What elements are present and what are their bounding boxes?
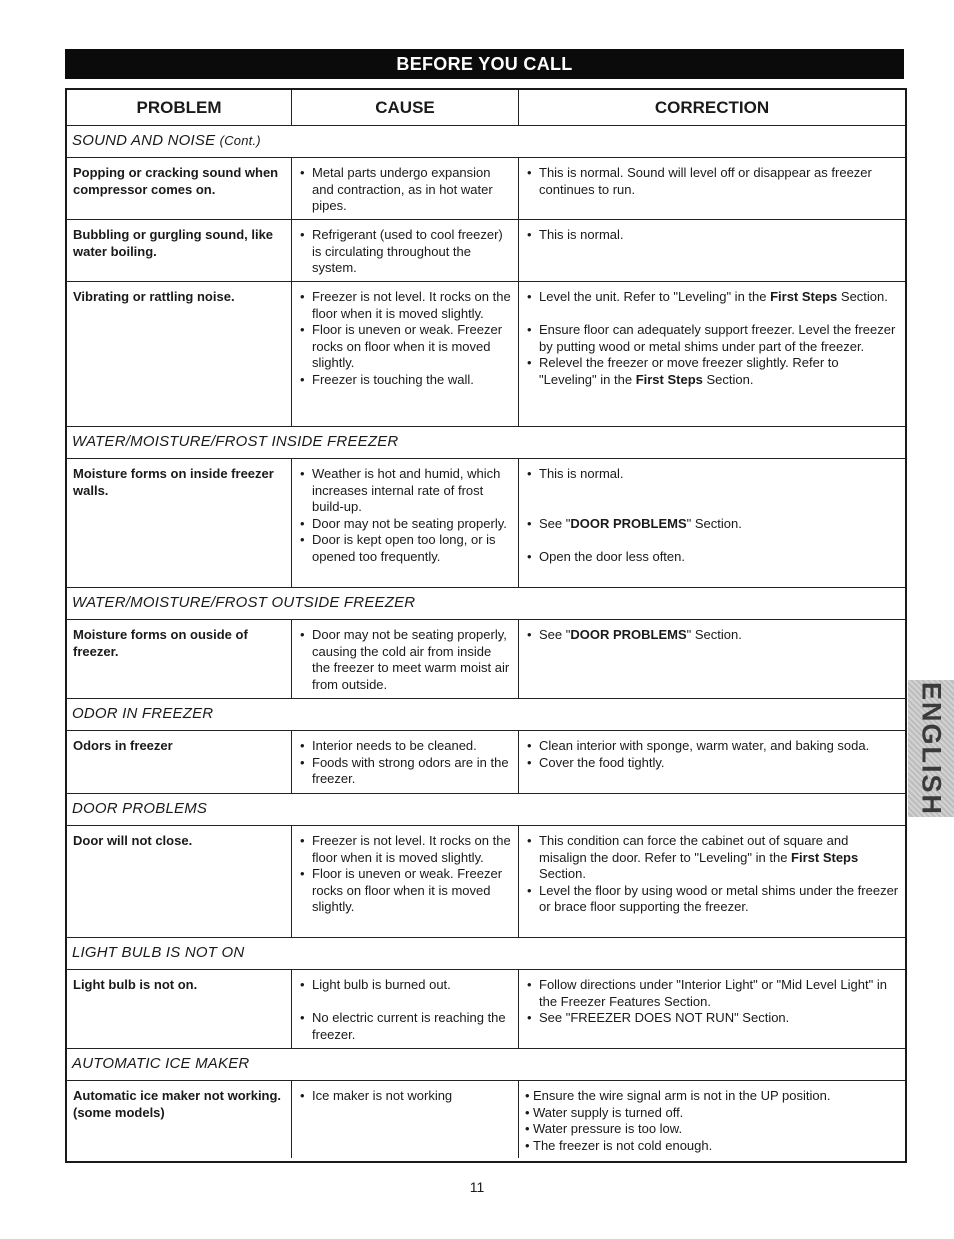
correction-cell bbox=[519, 459, 905, 588]
correction-item: • Ensure floor can adequately support freezer. Level the freezer by putting wood or metal shims under part of the freezer. bbox=[525, 322, 899, 355]
correction-item: • Relevel the freezer or move freezer slightly. Refer to "Leveling" in the First Steps Section. bbox=[525, 355, 899, 388]
cause-item: • Door may not be seating properly. bbox=[298, 516, 512, 533]
cause-item: • Metal parts undergo expansion and contraction, as in hot water pipes. bbox=[298, 165, 512, 215]
problem-column-header: PROBLEM bbox=[67, 90, 292, 126]
table-row bbox=[67, 282, 905, 427]
side-tab-label: ENGLISH bbox=[916, 681, 947, 816]
section-water-outside bbox=[67, 588, 905, 620]
correction-item: • See "DOOR PROBLEMS" Section. bbox=[525, 516, 899, 533]
correction-cell bbox=[519, 731, 905, 794]
correction-item: • Follow directions under "Interior Light" or "Mid Level Light" in the Freezer Features Section. bbox=[525, 977, 899, 1010]
problem-cell: Moisture forms on inside freezer walls. bbox=[67, 459, 292, 588]
cause-cell bbox=[292, 970, 519, 1049]
table-row bbox=[67, 1081, 905, 1157]
correction-cell bbox=[519, 620, 905, 699]
problem-cell: Vibrating or rattling noise. bbox=[67, 282, 292, 427]
language-side-tab bbox=[908, 680, 954, 817]
correction-cell bbox=[519, 282, 905, 427]
cause-item: • Ice maker is not working bbox=[298, 1088, 512, 1105]
table-row bbox=[67, 826, 905, 938]
cause-item: • Light bulb is burned out. bbox=[298, 977, 512, 994]
correction-item: • See "DOOR PROBLEMS" Section. bbox=[525, 627, 899, 644]
problem-cell: Bubbling or gurgling sound, like water boiling. bbox=[67, 220, 292, 282]
correction-cell bbox=[519, 826, 905, 938]
section-sound-and-noise bbox=[67, 126, 905, 158]
troubleshooting-table bbox=[65, 88, 907, 1163]
table-row bbox=[67, 220, 905, 282]
section-title: AUTOMATIC ICE MAKER bbox=[72, 1055, 250, 1072]
problem-cell: Automatic ice maker not working. (some models) bbox=[67, 1081, 292, 1158]
cause-item: • Foods with strong odors are in the freezer. bbox=[298, 755, 512, 788]
correction-item: • See "FREEZER DOES NOT RUN" Section. bbox=[525, 1010, 899, 1027]
section-title: WATER/MOISTURE/FROST INSIDE FREEZER bbox=[72, 433, 399, 450]
correction-item: • Level the floor by using wood or metal shims under the freezer or brace floor supporting the freezer. bbox=[525, 883, 899, 916]
section-continued-note: (Cont.) bbox=[219, 133, 261, 148]
correction-item: • This condition can force the cabinet out of square and misalign the door. Refer to "Leveling" in the First Steps Section. bbox=[525, 833, 899, 883]
cause-item: • Refrigerant (used to cool freezer) is circulating throughout the system. bbox=[298, 227, 512, 277]
table-row bbox=[67, 459, 905, 588]
correction-item: • Level the unit. Refer to "Leveling" in the First Steps Section. bbox=[525, 289, 899, 306]
cause-cell bbox=[292, 220, 519, 282]
cause-column-header: CAUSE bbox=[292, 90, 519, 126]
cause-item: • Floor is uneven or weak. Freezer rocks on floor when it is moved slightly. bbox=[298, 322, 512, 372]
cause-cell bbox=[292, 1081, 519, 1158]
correction-cell bbox=[519, 1081, 905, 1158]
cause-cell bbox=[292, 282, 519, 427]
correction-item: • This is normal. Sound will level off or disappear as freezer continues to run. bbox=[525, 165, 899, 198]
cause-item: • Freezer is not level. It rocks on the floor when it is moved slightly. bbox=[298, 833, 512, 866]
correction-item: • The freezer is not cold enough. bbox=[525, 1138, 899, 1155]
page-number: 11 bbox=[469, 1179, 485, 1195]
table-row bbox=[67, 970, 905, 1049]
cause-cell bbox=[292, 826, 519, 938]
table-row bbox=[67, 158, 905, 220]
correction-item: • Water pressure is too low. bbox=[525, 1121, 899, 1138]
table-header bbox=[67, 90, 905, 126]
correction-item: • Open the door less often. bbox=[525, 549, 899, 566]
problem-cell: Light bulb is not on. bbox=[67, 970, 292, 1049]
cause-item: • Interior needs to be cleaned. bbox=[298, 738, 512, 755]
section-title: DOOR PROBLEMS bbox=[72, 800, 208, 817]
section-ice-maker bbox=[67, 1049, 905, 1081]
problem-cell: Door will not close. bbox=[67, 826, 292, 938]
correction-item: • Clean interior with sponge, warm water, and baking soda. bbox=[525, 738, 899, 755]
cause-item: • Freezer is touching the wall. bbox=[298, 372, 512, 389]
problem-cell: Popping or cracking sound when compressor comes on. bbox=[67, 158, 292, 220]
cause-item: • Weather is hot and humid, which increases internal rate of frost build-up. bbox=[298, 466, 512, 516]
section-light-bulb bbox=[67, 938, 905, 970]
correction-item: • Water supply is turned off. bbox=[525, 1105, 899, 1122]
correction-item: • This is normal. bbox=[525, 466, 899, 483]
page-banner: BEFORE YOU CALL bbox=[65, 49, 904, 79]
section-title: LIGHT BULB IS NOT ON bbox=[72, 944, 245, 961]
table-row bbox=[67, 731, 905, 794]
cause-cell bbox=[292, 158, 519, 220]
correction-column-header: CORRECTION bbox=[519, 90, 905, 126]
problem-cell: Odors in freezer bbox=[67, 731, 292, 794]
section-door-problems bbox=[67, 794, 905, 826]
cause-item: • Floor is uneven or weak. Freezer rocks on floor when it is moved slightly. bbox=[298, 866, 512, 916]
cause-item: • Door is kept open too long, or is opened too frequently. bbox=[298, 532, 512, 565]
cause-item: • No electric current is reaching the freezer. bbox=[298, 1010, 512, 1043]
correction-cell bbox=[519, 970, 905, 1049]
section-odor bbox=[67, 699, 905, 731]
section-water-inside bbox=[67, 427, 905, 459]
table-row bbox=[67, 620, 905, 699]
cause-item: • Freezer is not level. It rocks on the floor when it is moved slightly. bbox=[298, 289, 512, 322]
cause-cell bbox=[292, 459, 519, 588]
section-title: SOUND AND NOISE bbox=[72, 132, 216, 149]
correction-item: • Ensure the wire signal arm is not in the UP position. bbox=[525, 1088, 899, 1105]
correction-cell bbox=[519, 220, 905, 282]
correction-cell bbox=[519, 158, 905, 220]
cause-item: • Door may not be seating properly, causing the cold air from inside the freezer to meet warm moist air from outside. bbox=[298, 627, 512, 693]
problem-cell: Moisture forms on ouside of freezer. bbox=[67, 620, 292, 699]
correction-item: • Cover the food tightly. bbox=[525, 755, 899, 772]
section-title: WATER/MOISTURE/FROST OUTSIDE FREEZER bbox=[72, 594, 416, 611]
cause-cell bbox=[292, 731, 519, 794]
correction-item: • This is normal. bbox=[525, 227, 899, 244]
section-title: ODOR IN FREEZER bbox=[72, 705, 214, 722]
cause-cell bbox=[292, 620, 519, 699]
